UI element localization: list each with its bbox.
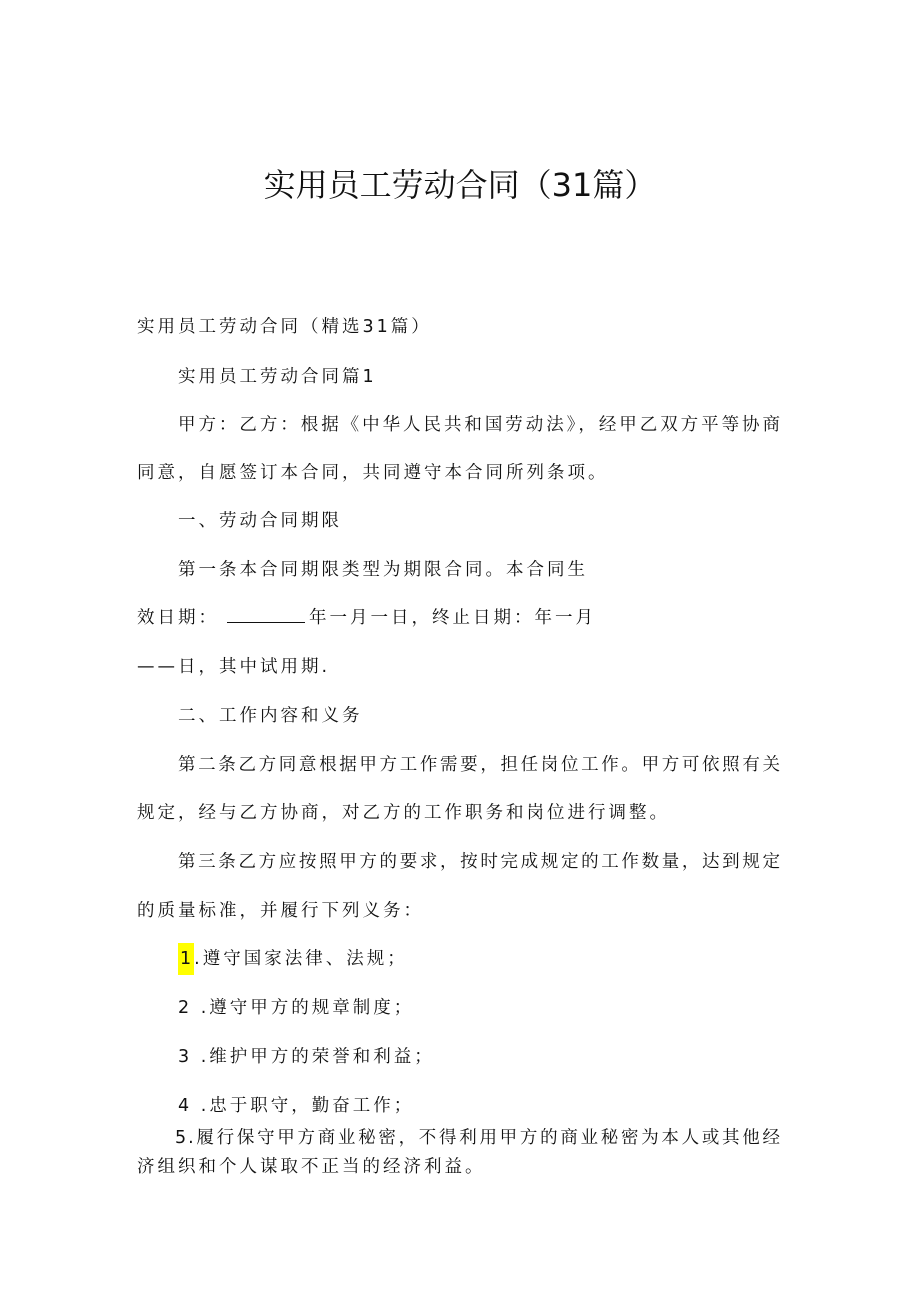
intro-paragraph-line-2: 同意，自愿签订本合同，共同遵守本合同所列条项。: [137, 463, 609, 483]
duty-item-5-line-2: 济组织和个人谋取不正当的经济利益。: [137, 1157, 486, 1177]
duty-item-3: [178, 1045, 435, 1069]
article3-line-1: 第三条乙方应按照甲方的要求，按时完成规定的工作数量，达到规定: [178, 852, 782, 872]
duty-separator: .: [192, 998, 210, 1018]
duty-number: 4: [178, 1096, 193, 1116]
duty-item-2: [178, 996, 414, 1020]
intro-paragraph-line-1: 甲方：乙方：根据《中华人民共和国劳动法》，经甲乙双方平等协商: [178, 415, 782, 435]
article1-line-1: 第一条本合同期限类型为期限合同。本合同生: [178, 560, 588, 580]
effective-date-blank: [227, 608, 305, 623]
article1-line-2: [137, 606, 596, 630]
duty-text: 忠于职守，勤奋工作；: [209, 1096, 415, 1116]
duty-text: 遵守甲方的规章制度；: [209, 998, 415, 1018]
document-subtitle: 实用员工劳动合同（精选31篇）: [137, 317, 432, 337]
document-title: 实用员工劳动合同（31篇）: [263, 166, 657, 204]
duty-item-5-line-1: 5.履行保守甲方商业秘密，不得利用甲方的商业秘密为本人或其他经: [175, 1128, 782, 1148]
article2-line-2: 规定，经与乙方协商，对乙方的工作职务和岗位进行调整。: [137, 803, 670, 823]
effective-date-label: 效日期：: [137, 608, 219, 628]
duty-number: 3: [178, 1047, 193, 1067]
duty-number: 2: [178, 998, 193, 1018]
section-heading: 实用员工劳动合同篇1: [178, 367, 377, 387]
duty-item-1: [178, 947, 408, 971]
duty-separator: .: [194, 949, 203, 969]
duty-separator: .: [192, 1047, 210, 1067]
article1-line-3: ——日，其中试用期.: [137, 657, 331, 677]
duty-separator: .: [192, 1096, 210, 1116]
duty-item-4: [178, 1094, 414, 1118]
article3-line-2: 的质量标准，并履行下列义务：: [137, 901, 424, 921]
duty-number-highlight: 1: [178, 943, 194, 975]
part1-heading: 一、劳动合同期限: [178, 511, 342, 531]
article2-line-1: 第二条乙方同意根据甲方工作需要，担任岗位工作。甲方可依照有关: [178, 755, 782, 775]
duty-text: 维护甲方的荣誉和利益；: [209, 1047, 435, 1067]
effective-date-text: 年一月一日，终止日期：年一月: [309, 608, 596, 628]
part2-heading: 二、工作内容和义务: [178, 706, 363, 726]
duty-text: 遵守国家法律、法规；: [202, 949, 408, 969]
